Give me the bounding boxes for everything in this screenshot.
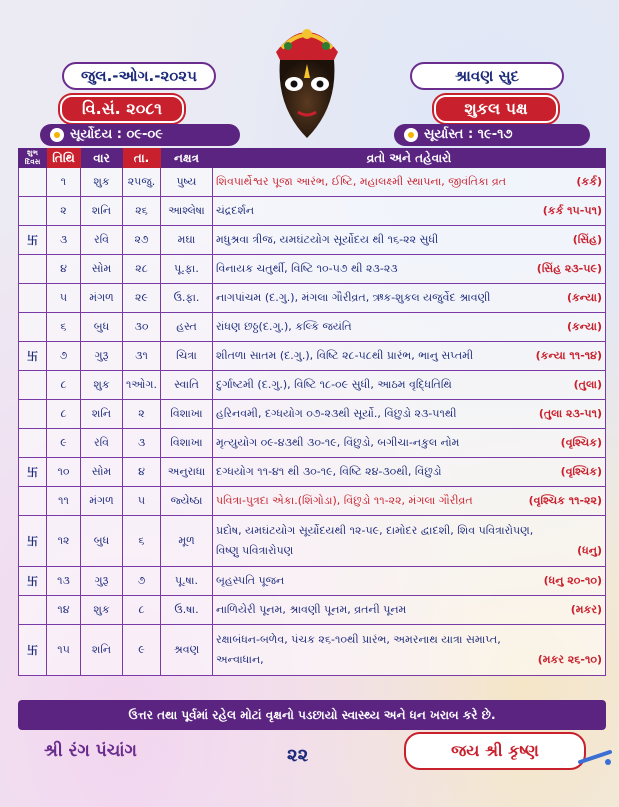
- event-text-2: અન્વાધાન,: [216, 653, 264, 666]
- tithi-cell: ૧૨: [47, 516, 81, 567]
- calendar-row: [19, 516, 606, 567]
- calendar-row: [19, 625, 606, 676]
- col-var: વાર: [81, 149, 123, 168]
- nakshatra-cell: ઉ.ષા.: [161, 596, 213, 625]
- event-text: દુર્ગાષ્ટમી (દ.ગુ.), વિષ્ટિ ૧૮-૦૯ સુધી, આઠમ વૃદ્ધિતિથિ: [216, 378, 452, 391]
- sunrise-text: સૂર્યોદય : ૦૯-૦૯: [70, 127, 163, 142]
- event-line: [216, 603, 602, 617]
- swastik-mark: 卐: [19, 516, 47, 567]
- event-text: ચંદ્રદર્શન: [216, 204, 255, 217]
- swastik-mark: [19, 284, 47, 313]
- tithi-cell: ૮: [47, 371, 81, 400]
- var-cell: શુક: [81, 168, 123, 197]
- event-text: દગ્ધયોગ ૧૧-૪૧ થી ૩૦-૧૯, વિષ્ટિ ૨૪-૩૦થી, વિંછુડો: [216, 465, 442, 478]
- date-cell: ૩: [123, 429, 161, 458]
- tithi-cell: ૮: [47, 400, 81, 429]
- tithi-cell: ૯: [47, 429, 81, 458]
- date-cell: ૮: [123, 596, 161, 625]
- tithi-cell: ૧૩: [47, 567, 81, 596]
- event-cell: [213, 255, 606, 284]
- col-shubh: શુભ દિવસ: [19, 149, 47, 168]
- rasi-label: (કર્ક): [576, 175, 602, 188]
- event-line: [216, 494, 602, 508]
- date-cell: ૨૬: [123, 197, 161, 226]
- rasi-label: (ધનુ ૨૦-૧૦): [543, 574, 602, 587]
- flute-icon: [578, 748, 612, 766]
- calendar-row: [19, 371, 606, 400]
- nakshatra-cell: પુષ્ય: [161, 168, 213, 197]
- sunset-badge: [394, 124, 590, 146]
- rasi-label: (તુલા ૨૩-૫૧): [538, 407, 602, 420]
- col-events: વ્રતો અને તહેવારો: [213, 149, 606, 168]
- nakshatra-cell: શ્રવણ: [161, 625, 213, 676]
- date-cell: ૯: [123, 625, 161, 676]
- tithi-cell: ૭: [47, 342, 81, 371]
- calendar-row: [19, 596, 606, 625]
- event-cell: [213, 284, 606, 313]
- date-cell: ૩૦: [123, 313, 161, 342]
- calendar-row: [19, 400, 606, 429]
- var-cell: શનિ: [81, 197, 123, 226]
- tithi-cell: ૬: [47, 313, 81, 342]
- var-cell: બુધ: [81, 516, 123, 567]
- event-cell: [213, 197, 606, 226]
- date-cell: ૩૧: [123, 342, 161, 371]
- col-nakshatra: નક્ષત્ર: [161, 149, 213, 168]
- smiley-sun-icon: [404, 128, 418, 142]
- swastik-mark: [19, 197, 47, 226]
- tithi-cell: ૨: [47, 197, 81, 226]
- date-cell: ૨૫જુ.: [123, 168, 161, 197]
- calendar-row: [19, 284, 606, 313]
- tithi-cell: ૫: [47, 284, 81, 313]
- nakshatra-cell: અનુરાધા: [161, 458, 213, 487]
- calendar-row: [19, 458, 606, 487]
- var-cell: શનિ: [81, 625, 123, 676]
- sun-icon: [50, 128, 64, 142]
- date-cell: ૨: [123, 400, 161, 429]
- nakshatra-cell: આશ્લેષા: [161, 197, 213, 226]
- calendar-row: [19, 168, 606, 197]
- event-cell: [213, 342, 606, 371]
- date-cell: ૨૭: [123, 226, 161, 255]
- date-cell: ૨૮: [123, 255, 161, 284]
- nakshatra-cell: ચિત્રા: [161, 342, 213, 371]
- event-line: [216, 291, 602, 305]
- event-line: [216, 524, 602, 538]
- calendar-row: [19, 342, 606, 371]
- var-cell: શનિ: [81, 400, 123, 429]
- event-line: [216, 633, 602, 647]
- event-line: [216, 436, 602, 450]
- calendar-row: [19, 429, 606, 458]
- event-text: મૃત્યુયોગ ૦૯-૪૩થી ૩૦-૧૯, વિંછુડો, બગીચા-નકુલ નોમ: [216, 436, 460, 449]
- event-line: [216, 349, 602, 363]
- event-line: [216, 378, 602, 392]
- event-line: [216, 204, 602, 218]
- rasi-label: (મકર ૨૬-૧૦): [537, 653, 602, 666]
- event-cell: [213, 596, 606, 625]
- date-cell: ૧ઓગ.: [123, 371, 161, 400]
- nakshatra-cell: મૂળ: [161, 516, 213, 567]
- nakshatra-cell: હસ્ત: [161, 313, 213, 342]
- rasi-label: (ધનુ): [577, 544, 602, 557]
- nakshatra-cell: વિશાખા: [161, 429, 213, 458]
- var-cell: શુક: [81, 596, 123, 625]
- tithi-cell: ૧: [47, 168, 81, 197]
- calendar-row: [19, 313, 606, 342]
- var-cell: બુધ: [81, 313, 123, 342]
- nakshatra-cell: જ્યેષ્ઠા: [161, 487, 213, 516]
- nakshatra-cell: વિશાખા: [161, 400, 213, 429]
- tithi-cell: ૧૧: [47, 487, 81, 516]
- sunrise-badge: [40, 124, 240, 146]
- var-cell: સોમ: [81, 255, 123, 284]
- swastik-mark: 卐: [19, 625, 47, 676]
- event-text: બૃહસ્પતિ પૂજન: [216, 574, 285, 587]
- swastik-mark: 卐: [19, 567, 47, 596]
- swastik-mark: [19, 429, 47, 458]
- var-cell: મંગળ: [81, 487, 123, 516]
- date-cell: ૫: [123, 487, 161, 516]
- sunset-text: સૂર્યાસ્ત : ૧૯-૧૭: [424, 127, 513, 142]
- event-cell: [213, 516, 606, 567]
- event-line: [216, 233, 602, 247]
- shrinathji-face-image: [268, 12, 346, 142]
- vastu-notice: ઉત્તર તથા પૂર્વમાં રહેલ મોટાં વૃક્ષનો પડછાયો સ્વાસ્થ્ય અને ધન ખરાબ કરે છે.: [18, 700, 606, 730]
- event-line: [216, 574, 602, 588]
- col-tithi: તિથિ: [47, 149, 81, 168]
- rasi-label: (વૃશ્ચિક ૧૧-૨૨): [528, 494, 602, 507]
- tithi-cell: ૧૪: [47, 596, 81, 625]
- calendar-table: [18, 148, 606, 676]
- event-cell: [213, 226, 606, 255]
- rasi-label: (કન્યા): [566, 320, 602, 333]
- event-text: શીતળા સાતમ (દ.ગુ.), વિષ્ટિ ૨૮-૫૮થી પ્રારંભ, ભાનુ સપ્તમી: [216, 349, 474, 362]
- paksha-label: શુકલ પક્ષ: [434, 95, 558, 123]
- nakshatra-cell: પૂ.ષા.: [161, 567, 213, 596]
- event-text: પવિત્રા-પુત્રદા એકા.(શિંગોડા), વિંછુડો ૧૧-૨૨, મંગલા ગૌરીવ્રત: [216, 494, 473, 507]
- rasi-label: (સિંહ): [572, 233, 602, 246]
- col-ta: તા.: [123, 149, 161, 168]
- event-cell: [213, 625, 606, 676]
- var-cell: સોમ: [81, 458, 123, 487]
- event-cell: [213, 313, 606, 342]
- tithi-cell: ૪: [47, 255, 81, 284]
- event-line: [216, 465, 602, 479]
- swastik-mark: [19, 371, 47, 400]
- rasi-label: (વૃશ્ચિક): [560, 465, 602, 478]
- event-line: [216, 407, 602, 421]
- rasi-label: (વૃશ્ચિક): [560, 436, 602, 449]
- var-cell: શુક: [81, 371, 123, 400]
- var-cell: રવિ: [81, 429, 123, 458]
- event-cell: [213, 371, 606, 400]
- event-line: [216, 653, 602, 667]
- swastik-mark: 卐: [19, 342, 47, 371]
- date-cell: ૭: [123, 567, 161, 596]
- swastik-mark: [19, 487, 47, 516]
- rasi-label: (સિંહ ૨૩-૫૯): [536, 262, 602, 275]
- tithi-cell: ૧૦: [47, 458, 81, 487]
- calendar-row: [19, 255, 606, 284]
- event-text: પ્રદોષ, યમઘંટયોગ સૂર્યોદયથી ૧૨-૫૯, દામોદર દ્વાદશી, શિવ પવિત્રારોપણ,: [216, 524, 534, 537]
- event-text: નાગપાંચમ (દ.ગુ.), મંગલા ગૌરીવ્રત, ઋક-શુકલ યજુર્વેદ શ્રાવણી: [216, 291, 491, 304]
- month-range: જુલ.-ઓગ.-૨૦૨૫: [62, 62, 216, 90]
- date-cell: ૪: [123, 458, 161, 487]
- rasi-label: (કન્યા ૧૧-૧૪): [535, 349, 602, 362]
- event-text: હરિનવમી, દગ્ધયોગ ૦૭-૨૩થી સૂર્યો., વિંછુડો ૨૩-૫૧થી: [216, 407, 457, 420]
- date-cell: ૬: [123, 516, 161, 567]
- event-text-2: વિષ્ણુ પવિત્રારોપણ: [216, 544, 294, 557]
- event-text: વિનાયક ચતુર્થી, વિષ્ટિ ૧૦-૫૭ થી ૨૩-૨૩: [216, 262, 398, 275]
- masa-label: શ્રાવણ સુદ: [410, 62, 564, 90]
- tithi-cell: ૧૫: [47, 625, 81, 676]
- rasi-label: (તુલા): [573, 378, 602, 391]
- rasi-label: (કર્ક ૧૫-૫૧): [542, 204, 602, 217]
- brand-name: શ્રી રંગ પંચાંગ: [44, 741, 137, 761]
- tithi-cell: ૩: [47, 226, 81, 255]
- var-cell: મંગળ: [81, 284, 123, 313]
- nakshatra-cell: પૂ.ફા.: [161, 255, 213, 284]
- event-text: નાળિયેરી પૂનમ, શ્રાવણી પૂનમ, વ્રતની પૂનમ: [216, 603, 407, 616]
- rasi-label: (કન્યા): [566, 291, 602, 304]
- event-line: [216, 320, 602, 334]
- calendar-row: [19, 487, 606, 516]
- event-cell: [213, 400, 606, 429]
- event-line: [216, 175, 602, 189]
- calendar-row: [19, 197, 606, 226]
- swastik-mark: [19, 400, 47, 429]
- calendar-row: [19, 226, 606, 255]
- var-cell: ગુરૂ: [81, 567, 123, 596]
- event-text: મધુશ્રવા ત્રીજ, યમઘંટયોગ સૂર્યોદય થી ૧૬-૨૨ સુધી: [216, 233, 439, 246]
- event-text: શિવપાર્થેશ્વર પૂજા આરંભ, ઈષ્ટિ, મહાલક્ષ્મી સ્થાપના, જીવંતિકા વ્રત: [216, 175, 507, 188]
- event-text: રાંધણ છઠ્ઠ(દ.ગુ.), કલ્કિ જયંતિ: [216, 320, 352, 333]
- page-number: ૨૨: [287, 745, 309, 766]
- event-line: [216, 262, 602, 276]
- event-text: રક્ષાબંધન-બળેવ, પંચક ૨૬-૧૦થી પ્રારંભ, અમરનાથ યાત્રા સમાપ્ત,: [216, 633, 501, 646]
- swastik-mark: [19, 313, 47, 342]
- greeting-badge: જય શ્રી કૃષ્ણ: [404, 732, 586, 770]
- calendar-row: [19, 567, 606, 596]
- rasi-label: (મકર): [570, 603, 602, 616]
- var-cell: ગુરૂ: [81, 342, 123, 371]
- event-cell: [213, 458, 606, 487]
- event-cell: [213, 487, 606, 516]
- event-cell: [213, 567, 606, 596]
- nakshatra-cell: મઘા: [161, 226, 213, 255]
- event-cell: [213, 429, 606, 458]
- swastik-mark: [19, 596, 47, 625]
- var-cell: રવિ: [81, 226, 123, 255]
- swastik-mark: [19, 168, 47, 197]
- nakshatra-cell: ઉ.ફા.: [161, 284, 213, 313]
- date-cell: ૨૯: [123, 284, 161, 313]
- swastik-mark: 卐: [19, 226, 47, 255]
- swastik-mark: 卐: [19, 458, 47, 487]
- samvat-label: વિ.સં. ૨૦૮૧: [60, 95, 184, 123]
- swastik-mark: [19, 255, 47, 284]
- event-line: [216, 544, 602, 558]
- event-cell: [213, 168, 606, 197]
- nakshatra-cell: સ્વાતિ: [161, 371, 213, 400]
